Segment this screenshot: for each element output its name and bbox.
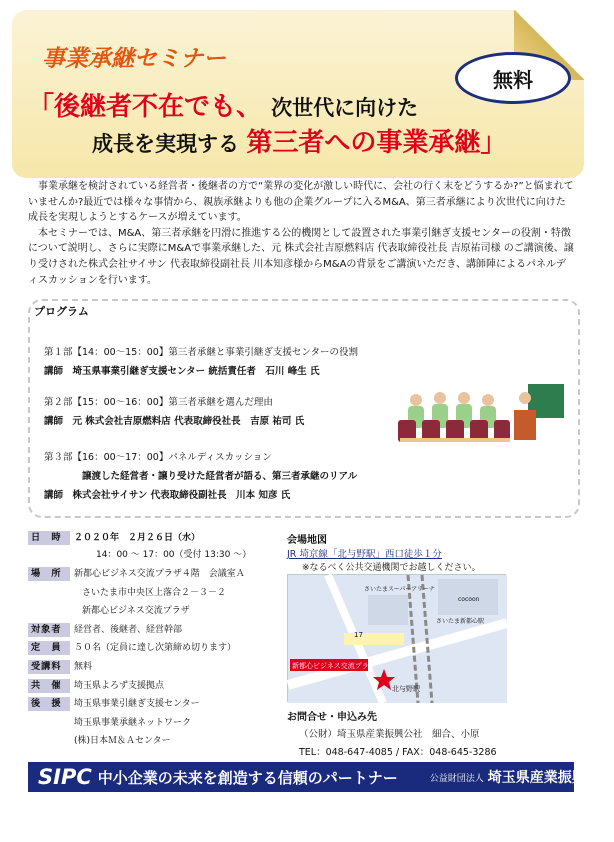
fee-value: 無料 <box>74 662 93 672</box>
program-part-2-lecturer: 講師 元 株式会社吉原燃料店 代表取締役社長 吉原 祐司 氏 <box>44 416 305 427</box>
support-3: (株)日本Ｍ＆Ａセンター <box>74 736 171 746</box>
program-part-3-lecturer: 講師 株式会社サイサン 代表取締役副社長 川本 知彦 氏 <box>44 490 291 501</box>
map-arena-label: さいたまスーパーアリーナ <box>364 586 435 593</box>
target-label: 対象者 <box>28 623 70 637</box>
venue-map <box>287 574 506 702</box>
host-value: 埼玉県よろず支援拠点 <box>74 681 165 691</box>
map-cocoon-label: cocoon <box>458 596 480 603</box>
program-part-1: 第１部【14：00～15：00】第三者承継と事業引継ぎ支援センターの役割 <box>44 347 358 358</box>
intro-text <box>28 179 574 288</box>
map-access: JR 埼京線「北与野駅」西口徒歩１分 <box>287 549 442 560</box>
contact-title: お問合せ・申込み先 <box>287 712 377 723</box>
seminar-subtitle: 事業承継セミナー <box>42 46 226 72</box>
map-station-label: 北与野駅 <box>392 685 420 693</box>
intro-paragraph-2: 本セミナーでは、M&A、第三者承継を円滑に推進する公的機関として設置された事業引継ぎ支援センターの役割・特徴について説明し、さらに実際にM&Aで事業承継した、元 株式会社吉原燃料店 代表取締役社長 吉原祐司様 のご講演後、譲り受けされた株式会社サイサン 代表取締役副社長 川本知彦様からM&Aの背景をご講演いただき、講師陣によるパネルディスカッションを行います。 <box>28 227 574 286</box>
support-1: 埼玉県事業引継ぎ支援センター <box>74 699 200 709</box>
map-venue-label: 新都心ビジネス交流プラザ <box>292 662 376 670</box>
map-note: ※なるべく公共交通機関でお越しください。 <box>302 563 481 573</box>
place-name: 新都心ビジネス交流プラザ <box>82 606 190 616</box>
seminar-audience-illustration <box>388 370 568 450</box>
footer-tagline: 中小企業の未来を創造する信頼のパートナー <box>97 768 398 787</box>
place-label: 場 所 <box>28 567 70 581</box>
host-label: 共 催 <box>28 679 70 693</box>
program-part-3: 第３部【16：00～17：00】パネルディスカッション <box>44 452 272 463</box>
contact-org: （公財）埼玉県産業振興公社 細合、小原 <box>299 729 480 740</box>
title-line-2-red: 第三者への事業承継 <box>246 128 481 158</box>
title-line-1-black: 次世代に向けた <box>271 96 419 120</box>
date-label: 日 時 <box>28 531 70 545</box>
time-value: 14：00 ～ 17：00（受付 13:30 ～） <box>96 550 252 560</box>
capacity-value: ５０名（定員に達し次第締め切ります） <box>74 643 237 653</box>
venue-map-drawing <box>288 575 507 703</box>
program-title: プログラム <box>34 305 89 318</box>
title-line-2 <box>92 122 506 159</box>
date-value: ２０２０年 ２月２６日（水） <box>74 533 201 543</box>
place-address: さいたま市中央区上落合２－３－２ <box>82 588 227 598</box>
capacity-label: 定 員 <box>28 641 70 655</box>
footer-banner <box>28 762 614 792</box>
map-shintoshin-label: さいたま新都心駅 <box>436 618 485 625</box>
program-part-3-desc: 譲渡した経営者・譲り受けた経営者が語る、第三者承継のリアル <box>82 471 358 482</box>
target-value: 経営者、後継者、経営幹部 <box>74 625 183 635</box>
map-title: 会場地図 <box>287 535 327 546</box>
sipc-logo: SIPC <box>38 765 92 789</box>
free-badge: 無料 <box>455 52 571 104</box>
program-part-2: 第２部【15：00～16：00】第三者承継を選んだ理由 <box>44 397 273 408</box>
fee-label: 受講料 <box>28 660 70 674</box>
place-value: 新都心ビジネス交流プラザ４階 会議室Ａ <box>74 569 245 579</box>
support-label: 後 援 <box>28 697 70 711</box>
program-part-1-lecturer: 講師 埼玉県事業引継ぎ支援センター 統括責任者 石川 峰生 氏 <box>44 366 320 377</box>
map-route-label: 17 <box>354 631 363 639</box>
intro-paragraph-1: 事業承継を検討されている経営者・後継者の方で“業界の変化が激しい時代に、会社の行く末をどうするか?”と悩まれていませんか?最近では様々な事情から、親族承継よりも他の企業グループに入るM&A、第三者承継により次世代に向けた成長を実現しようとするケースが増えています。 <box>28 181 574 224</box>
title-line-1 <box>28 86 418 123</box>
contact-phone: TEL：048-647-4085 / FAX：048-645-3286 <box>299 747 497 758</box>
title-line-1-red: 「後継者不在でも、 <box>28 92 263 122</box>
support-2: 埼玉県事業承継ネットワーク <box>74 718 192 728</box>
footer-org-prefix: 公益財団法人 <box>429 773 484 784</box>
title-line-2-black: 成長を実現する <box>92 132 239 156</box>
footer-org-name: 埼玉県産業振興公社 <box>487 770 614 786</box>
title-close-bracket: 」 <box>480 128 507 158</box>
